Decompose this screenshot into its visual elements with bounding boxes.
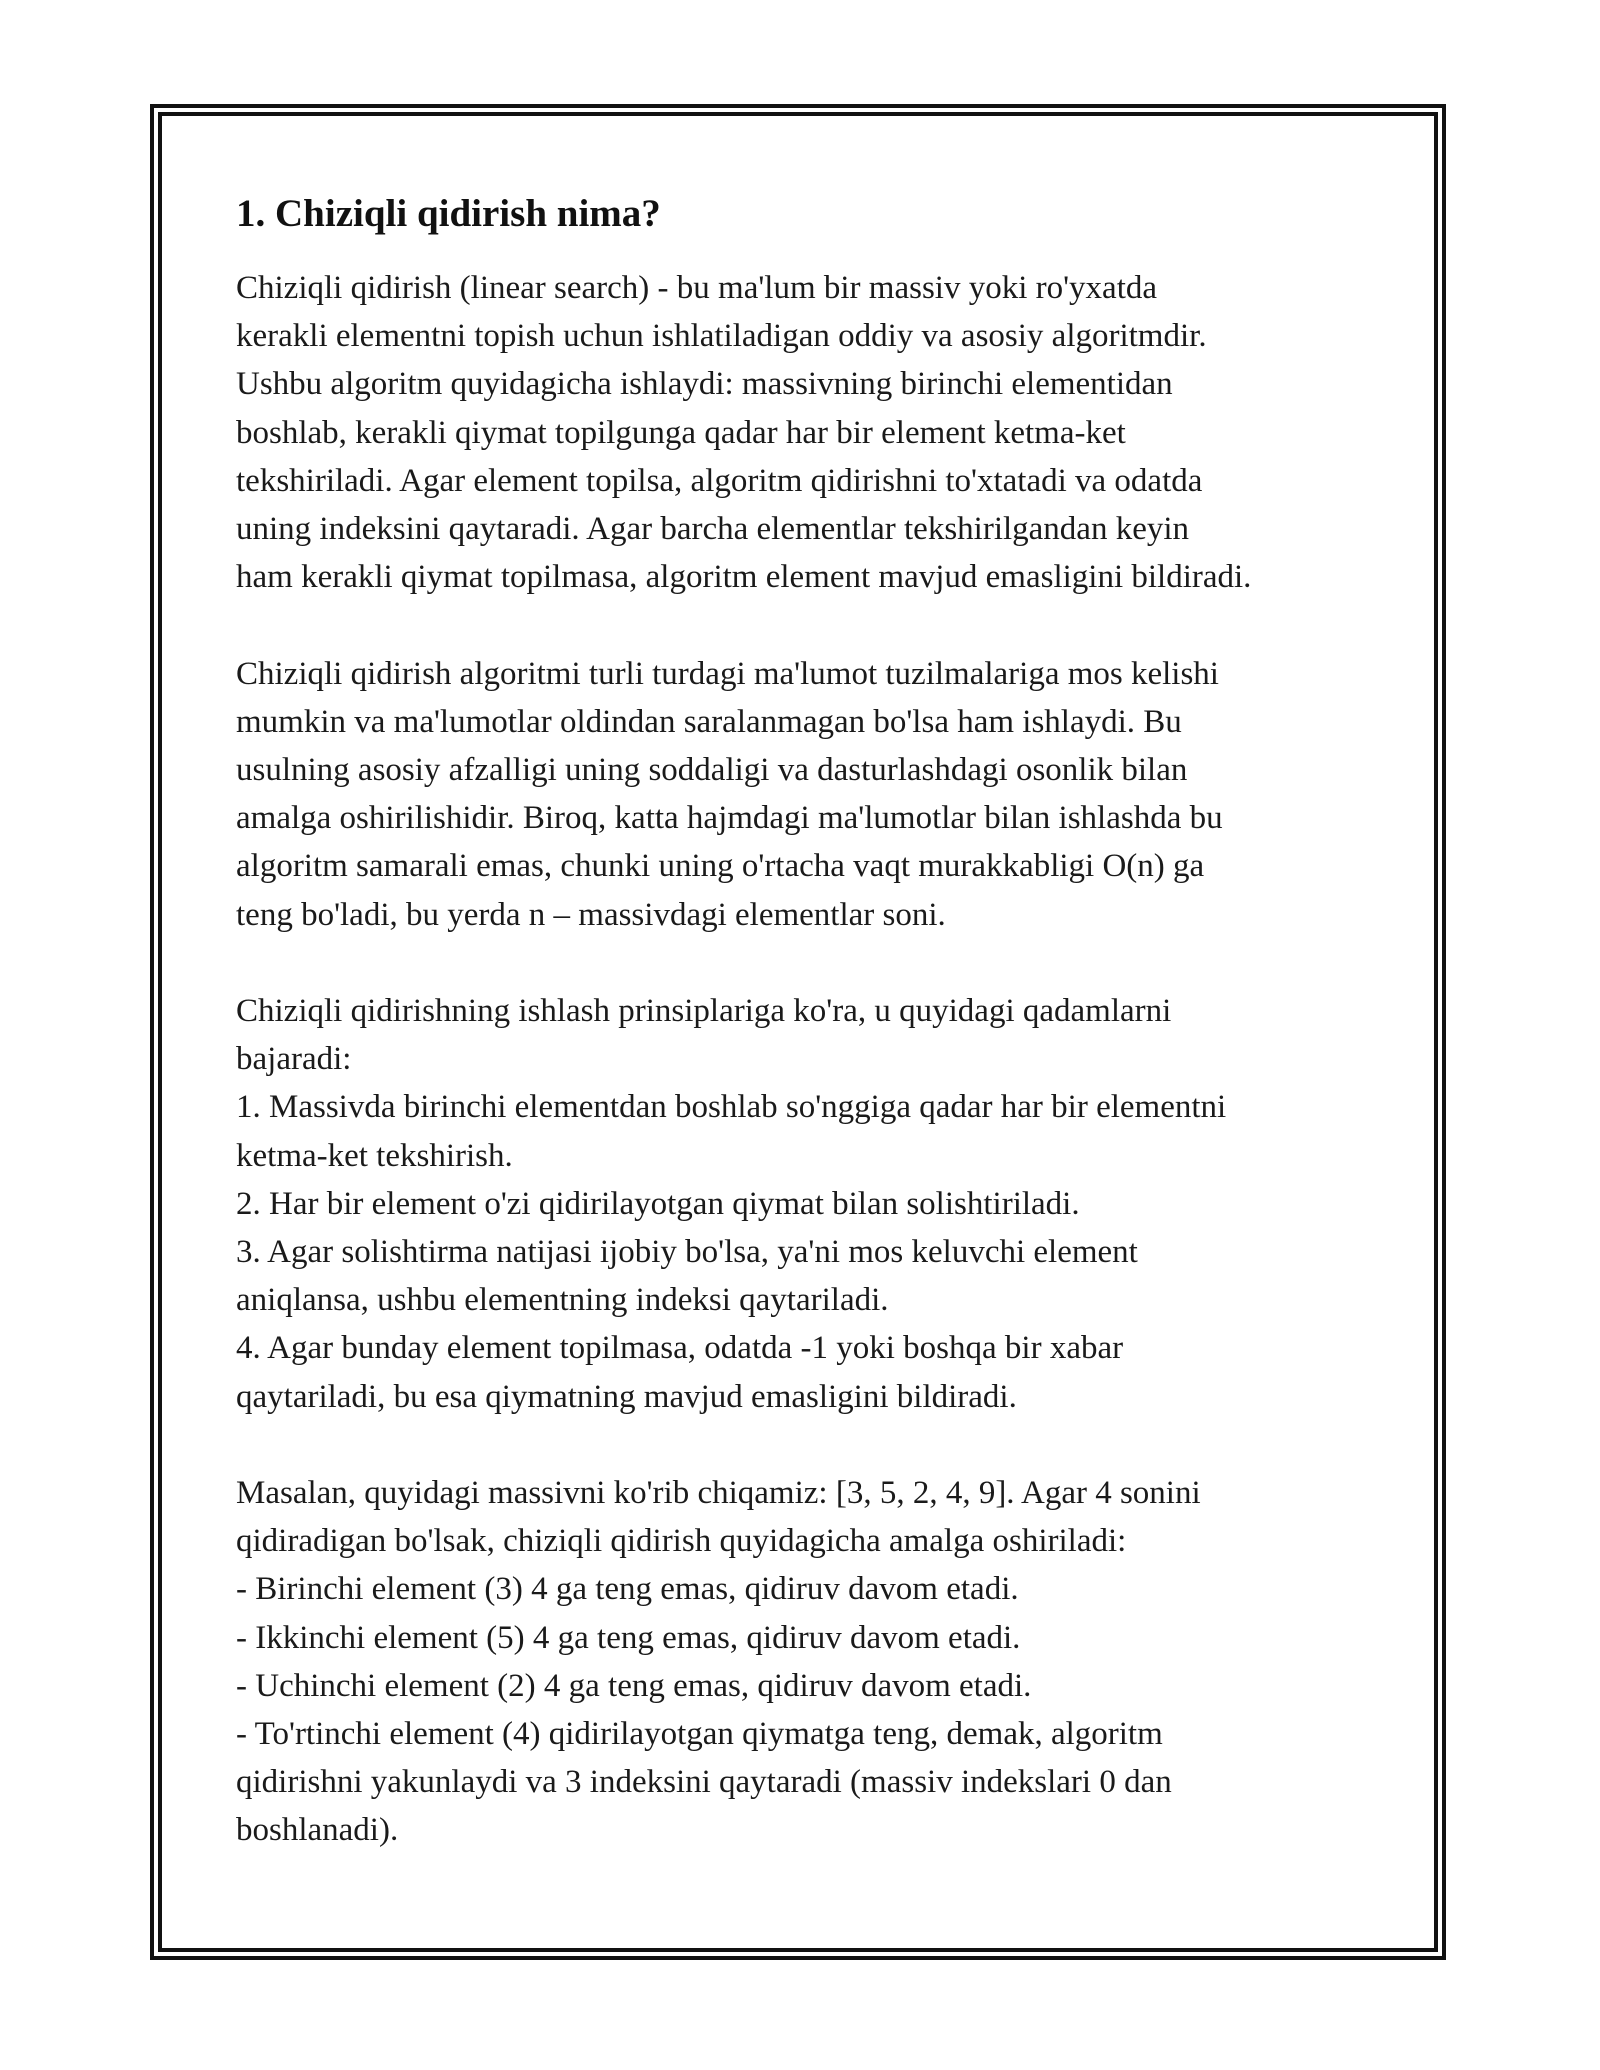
paragraph-spacer [236,601,1386,649]
text-line: mumkin va ma'lumotlar oldindan saralanmagan bo'lsa ham ishlaydi. Bu [236,703,1182,740]
text-line: ham kerakli qiymat topilmasa, algoritm element mavjud emasligini bildiradi. [236,559,1252,596]
text-line: uning indeksini qaytaradi. Agar barcha elementlar tekshirilgandan keyin [236,511,1190,548]
text-line: usulning asosiy afzalligi uning soddaligi va dasturlashdagi osonlik bilan [236,752,1188,789]
text-line: qaytariladi, bu esa qiymatning mavjud emasligini bildiradi. [236,1378,1017,1415]
text-line: aniqlansa, ushbu elementning indeksi qaytariladi. [236,1282,889,1319]
text-line: qidiradigan bo'lsak, chiziqli qidirish quyidagicha amalga oshiriladi: [236,1523,1127,1560]
text-line: tekshiriladi. Agar element topilsa, algoritm qidirishni to'xtatadi va odatda [236,462,1203,499]
text-line: kerakli elementni topish uchun ishlatiladigan oddiy va asosiy algoritmdir. [236,318,1207,355]
paragraph-spacer [236,939,1386,987]
list-item: - Uchinchi element (2) 4 ga teng emas, qidiruv davom etadi. [236,1667,1032,1704]
text-line: Chiziqli qidirishning ishlash prinsiplariga ko'ra, u quyidagi qadamlarni [236,993,1172,1030]
text-line: boshlanadi). [236,1812,399,1849]
list-item: 1. Massivda birinchi elementdan boshlab so'nggiga qadar har bir elementni [236,1089,1227,1126]
list-item: - Ikkinchi element (5) 4 ga teng emas, qidiruv davom etadi. [236,1619,1021,1656]
text-line: boshlab, kerakli qiymat topilgunga qadar har bir element ketma-ket [236,414,1126,451]
text-line: teng bo'ladi, bu yerda n – massivdagi elementlar soni. [236,896,946,933]
paragraph-example [236,1469,1386,1855]
list-item: 3. Agar solishtirma natijasi ijobiy bo'lsa, ya'ni mos keluvchi element [236,1234,1138,1271]
text-line: amalga oshirilishidir. Biroq, katta hajmdagi ma'lumotlar bilan ishlashda bu [236,800,1223,837]
paragraph-properties [236,650,1386,939]
paragraph-definition [236,264,1386,601]
text-line: Chiziqli qidirish algoritmi turli turdagi ma'lumot tuzilmalariga mos kelishi [236,655,1219,692]
text-line: algoritm samarali emas, chunki uning o'rtacha vaqt murakkabligi O(n) ga [236,848,1205,885]
text-line: bajaradi: [236,1041,352,1078]
text-line: Ushbu algoritm quyidagicha ishlaydi: massivning birinchi elementidan [236,366,1173,403]
list-item: - To'rtinchi element (4) qidirilayotgan qiymatga teng, demak, algoritm [236,1716,1163,1753]
section-heading: 1. Chiziqli qidirish nima? [236,192,661,235]
text-line: ketma-ket tekshirish. [236,1137,513,1174]
text-line: qidirishni yakunlaydi va 3 indeksini qaytaradi (massiv indekslari 0 dan [236,1764,1172,1801]
document-content [236,186,1386,1855]
list-item: - Birinchi element (3) 4 ga teng emas, qidiruv davom etadi. [236,1571,1019,1608]
text-line: Masalan, quyidagi massivni ko'rib chiqamiz: [3, 5, 2, 4, 9]. Agar 4 sonini [236,1475,1201,1512]
text-line: Chiziqli qidirish (linear search) - bu ma'lum bir massiv yoki ro'yxatda [236,270,1158,306]
list-item: 4. Agar bunday element topilmasa, odatda -1 yoki boshqa bir xabar [236,1330,1124,1367]
paragraph-steps [236,987,1386,1421]
paragraph-spacer [236,1421,1386,1469]
list-item: 2. Har bir element o'zi qidirilayotgan qiymat bilan solishtiriladi. [236,1185,1080,1222]
